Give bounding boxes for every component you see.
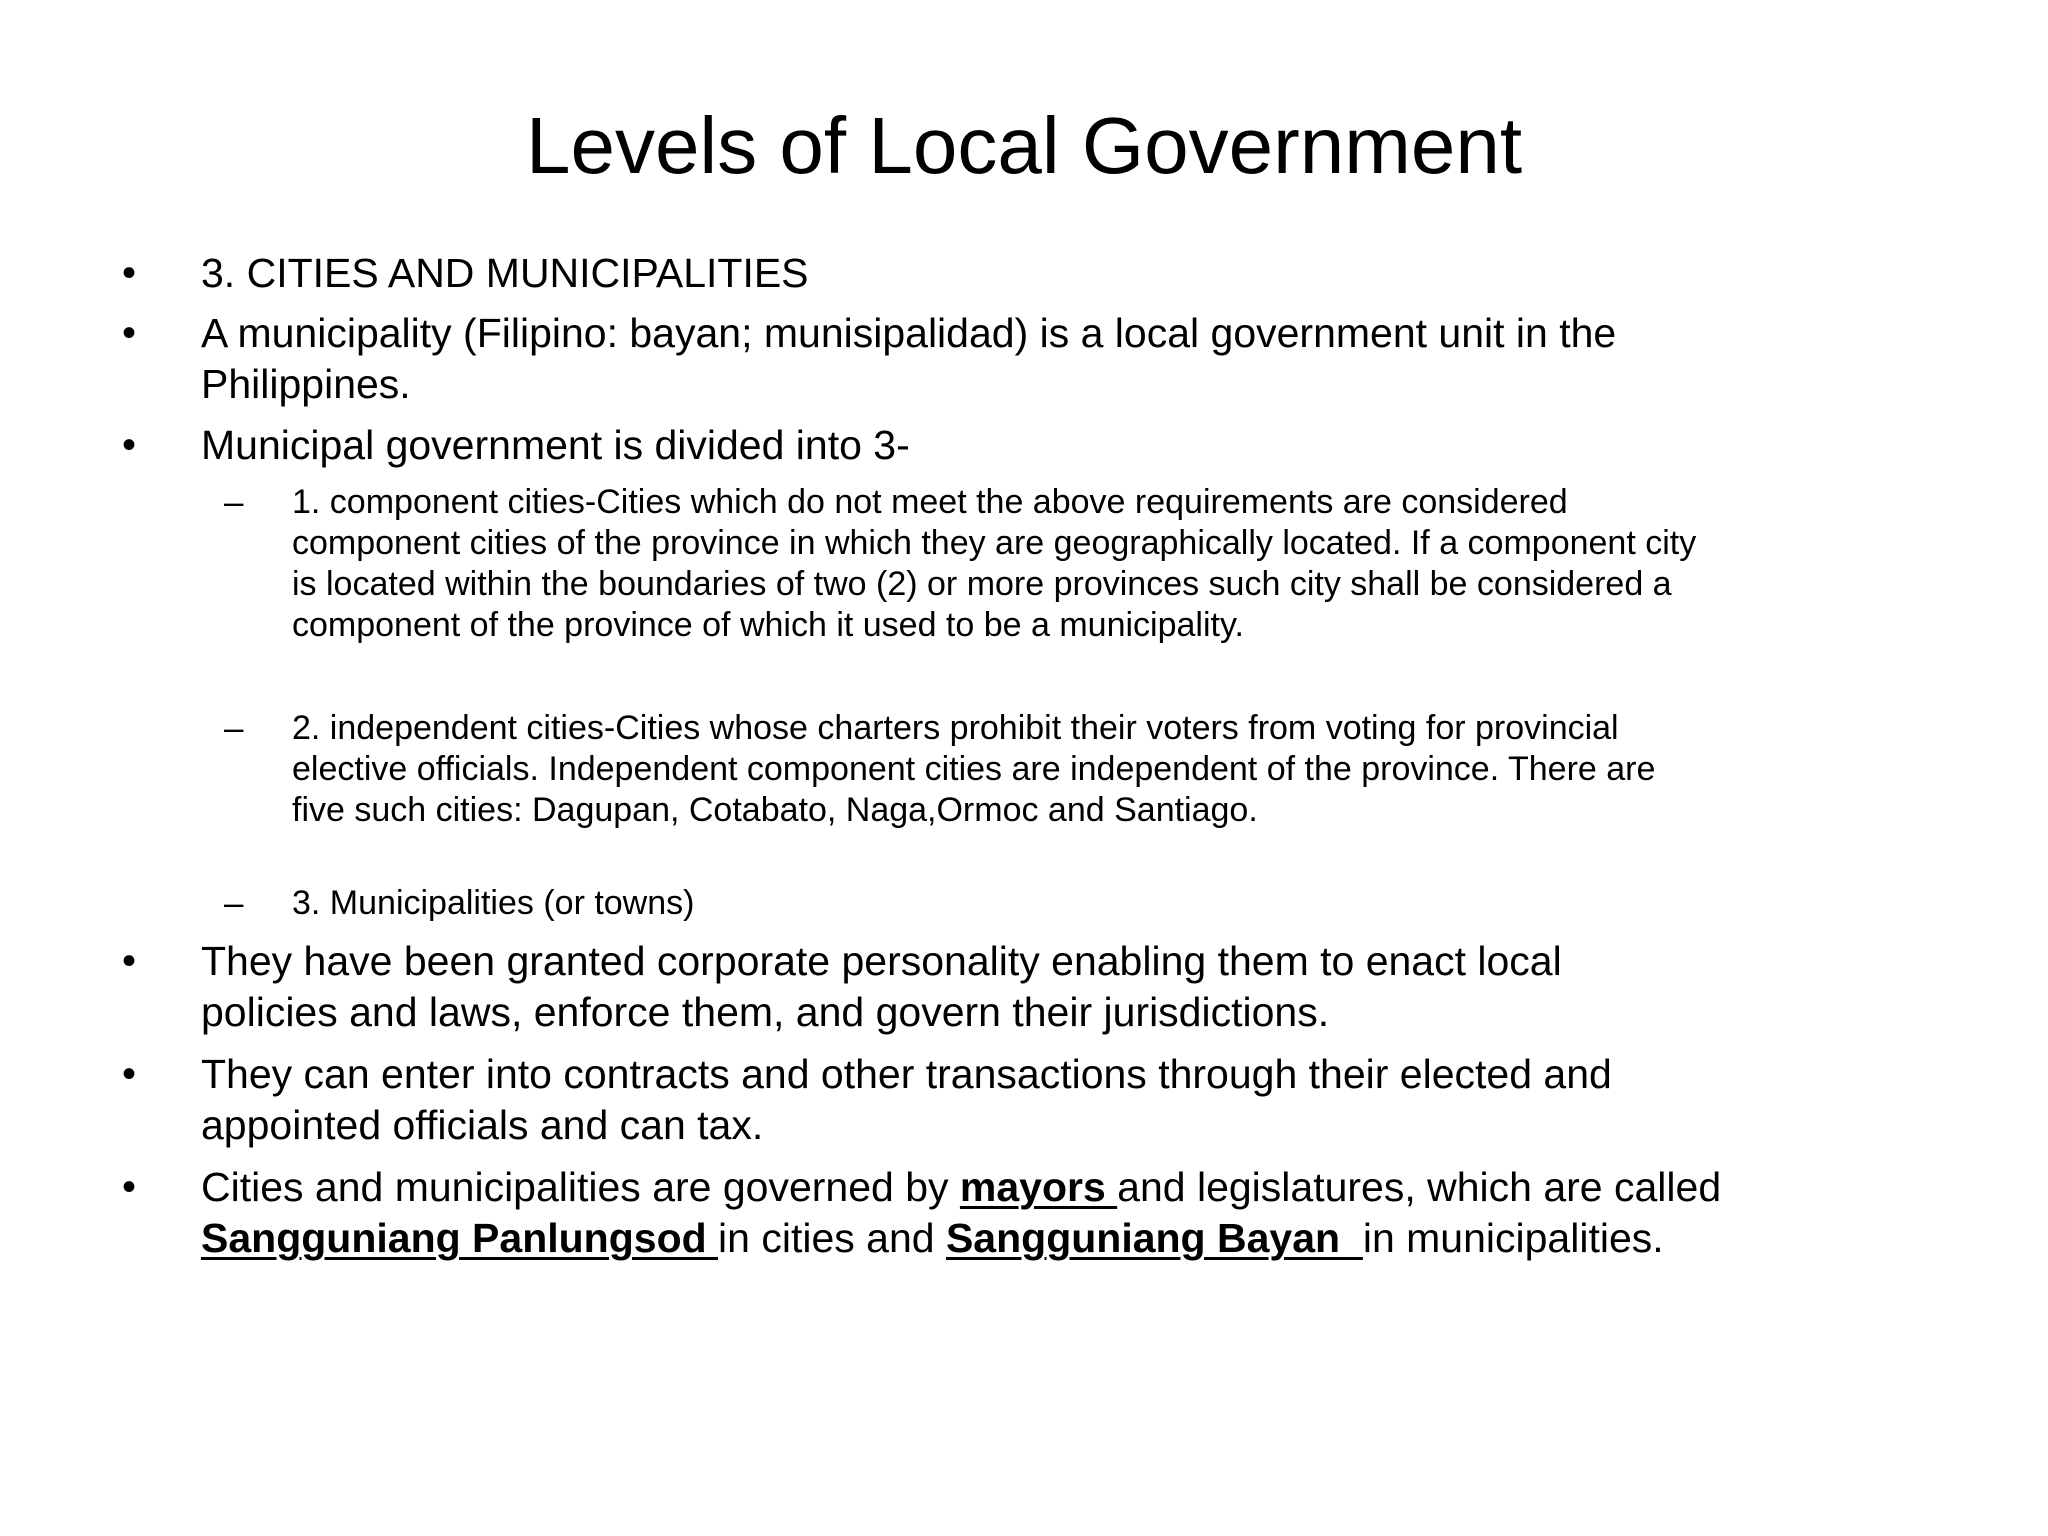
bullet-icon: • <box>122 251 137 295</box>
dash-icon: – <box>224 884 244 923</box>
sub-item-text: 3. Municipalities (or towns) <box>292 884 695 922</box>
bullet-text: 3. CITIES AND MUNICIPALITIES <box>201 250 809 296</box>
sangguniang-bayan-term: Sangguniang Bayan <box>945 1215 1363 1261</box>
bullet-icon: • <box>122 1052 137 1096</box>
bullet-icon: • <box>122 939 137 983</box>
bullet-text: Cities and municipalities are governed by mayors and legislatures, which are called Sangguniang Panlungsod in cities and Sangguniang Bayan in municipalities. <box>201 1164 1722 1261</box>
mayors-term: mayors <box>959 1164 1118 1210</box>
sangguniang-panlungsod-term: Sangguniang Panlungsod <box>201 1215 719 1261</box>
bullet-text: They can enter into contracts and other transactions through their elected and appointed officials and can tax. <box>201 1051 1612 1148</box>
bullet-text: Municipal government is divided into 3- <box>201 422 910 468</box>
sub-item-text: 1. component cities-Cities which do not meet the above requirements are considered component cities of the province in which they are geographically located. If a component city is located within the boundaries of two (2) or more provinces such city shall be considered a component of the province of which it used to be a municipality. <box>292 483 1697 644</box>
slide-title: Levels of Local Government <box>525 101 1523 190</box>
bullet-text: They have been granted corporate personality enabling them to enact local policies and laws, enforce them, and govern their jurisdictions. <box>201 938 1562 1035</box>
bullet-icon: • <box>122 423 137 467</box>
bullet-text: A municipality (Filipino: bayan; munisipalidad) is a local government unit in the Philippines. <box>201 310 1617 407</box>
bullet-icon: • <box>122 1165 137 1209</box>
bullet-icon: • <box>122 311 137 355</box>
dash-icon: – <box>224 709 244 748</box>
sub-item-text: 2. independent cities-Cities whose charters prohibit their voters from voting for provincial elective officials. Independent component cities are independent of the province. There are five such cities: Dagupan, Cotabato, Naga,Ormoc and Santiago. <box>292 709 1656 829</box>
dash-icon: – <box>224 483 244 522</box>
